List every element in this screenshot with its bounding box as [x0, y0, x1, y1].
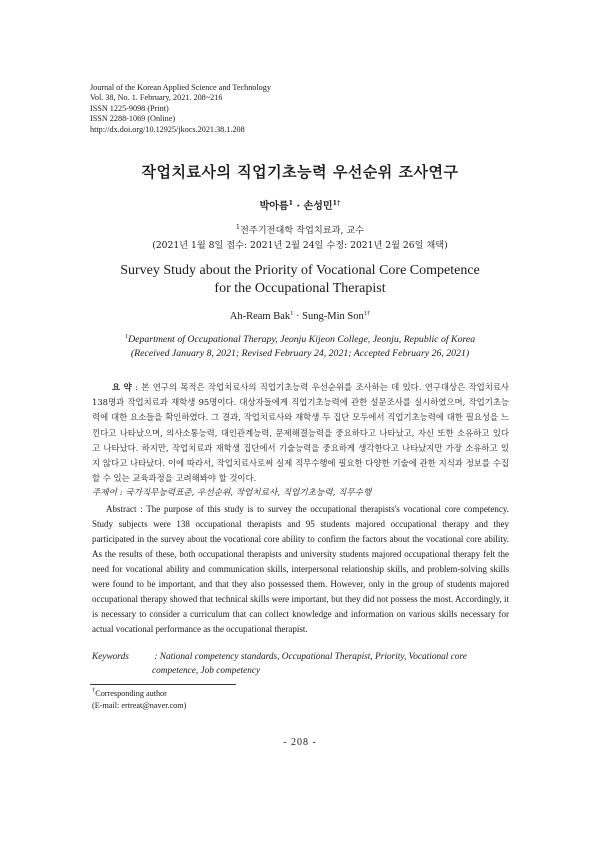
author-1-en: Ah-Ream Bak	[229, 311, 291, 322]
keywords-english	[92, 650, 509, 678]
author-1-en-sup: 1	[290, 310, 294, 317]
affiliation-ko-text: 전주기전대학 작업치료과, 교수	[240, 225, 365, 236]
title-english	[0, 262, 600, 297]
abstract-en-colon: :	[136, 504, 147, 514]
journal-issn-online: ISSN 2288-1069 (Online)	[90, 114, 176, 124]
footnote-divider	[90, 684, 236, 685]
journal-doi[interactable]: http://dx.doi.org/10.12925/jkocs.2021.38.1.208	[90, 124, 245, 134]
dates-korean: (2021년 1월 8일 접수: 2021년 2월 24일 수정: 2021년 2월 26일 채택)	[152, 240, 448, 251]
journal-issn-print: ISSN 1225-9098 (Print)	[90, 103, 169, 113]
abstract-en-label: Abstract	[106, 504, 137, 514]
abstract-english	[92, 502, 509, 637]
dates-english: (Received January 8, 2021; Revised February 24, 2021; Accepted February 26, 2021)	[130, 348, 470, 359]
abstract-ko-label: 요 약	[112, 382, 132, 392]
keywords-en-line-2: competence, Job competency	[152, 666, 261, 676]
journal-name: Journal of the Korean Applied Science and Technology	[90, 83, 271, 92]
footnote-email: (E-mail: ertreat@naver.com)	[92, 701, 187, 710]
affiliation-en-sup: 1	[124, 333, 129, 340]
author-separator-ko: ·	[293, 201, 304, 212]
affiliation-korean	[0, 222, 600, 236]
author-2-ko: 손성민	[303, 201, 333, 212]
footnote	[92, 688, 186, 712]
authors-korean	[0, 197, 600, 212]
footnote-line-1: Corresponding author	[95, 689, 167, 698]
affiliation-english	[0, 333, 600, 361]
author-2-en-sup: 1†	[363, 310, 371, 317]
title-korean: 작업치료사의 직업기초능력 우선순위 조사연구	[141, 163, 459, 181]
affiliation-en-text: Department of Occupational Therapy, Jeonju Kijeon College, Jeonju, Republic of Korea	[128, 334, 476, 345]
author-1-ko: 박아름	[259, 201, 289, 212]
abstract-ko-text: 본 연구의 목적은 작업치료사의 직업기초능력 우선순위를 조사하는 데 있다. 연구대상은 작업치료사 138명과 작업치료과 재학생 95명이다. 대상자들에게 직업기초능력에 관한 설문조사를 실시하였으며, 작업기초능력에 대한 요소들을 확인하였다. 그 결과, 작업치료사와 재학생 두 집단 모두에서 직업기초능력에 대한 필요성을 느낀다고 나타났으며, 의사소통능력, 대인관계능력, 문제해결능력을 중요하다고 나타났고, 자신 또한 소유하고 있다고 나타났다. 하지만, 작업치료과 재학생 집단에서 기술능력을 중요하게 생각한다고 나타났지만 가장 소유하고 있지 않다고 나타났다. 이에 따라서, 작업치료사로써 실제 직무수행에 필요한 다양한 기술에 관한 지식과 정보를 수집할 수 있는 교육과정을 고려해봐야 할 것이다.	[92, 382, 509, 484]
keywords-en-label: Keywords	[92, 652, 129, 662]
keywords-en-colon: :	[152, 652, 160, 662]
journal-volume: Vol. 38, No. 1. February, 2021. 208~216	[90, 93, 223, 103]
author-2-en: Sung-Min Son	[302, 311, 364, 322]
keywords-en-line-1: National competency standards, Occupational Therapist, Priority, Vocational core	[159, 652, 467, 662]
journal-header	[90, 83, 271, 135]
abstract-en-text: The purpose of this study is to survey the occupational therapists's vocational core competency. Study subjects were 138 occupational therapists and 95 students majored occupational therapy and they participated in the survey about the vocational core ability to confirm the factors about the vocational core ability. As the results of these, both occupational therapists and university students majored occupational therapy felt the need for vocational ability and communication skills, interpersonal relationship skills, and problem-solving skills were found to be important, and that they also possessed them. However, only in the group of students majored occupational therapy showed that technical skills were important, but they did not possess the most. Accordingly, it is necessary to consider a curriculum that can collect knowledge and information on various skills necessary for actual vocational performance as the occupational therapist.	[92, 504, 510, 634]
title-en-line-1: Survey Study about the Priority of Vocational Core Competence	[120, 263, 480, 278]
authors-english	[0, 311, 600, 322]
footnote-mark: †	[92, 687, 96, 694]
affiliation-ko-sup: 1	[235, 223, 240, 231]
author-1-ko-sup: 1	[288, 199, 294, 207]
author-2-ko-sup: 1†	[332, 199, 341, 207]
abstract-korean	[92, 380, 509, 486]
keywords-korean: 주제어 : 국가직무능력표준, 우선순위, 작업치료사, 직업기초능력, 직무수행	[92, 488, 372, 498]
page-number: - 208 -	[283, 737, 317, 748]
author-separator-en: ·	[293, 311, 303, 322]
title-en-line-2: for the Occupational Therapist	[214, 280, 386, 296]
abstract-ko-colon: :	[131, 382, 142, 392]
